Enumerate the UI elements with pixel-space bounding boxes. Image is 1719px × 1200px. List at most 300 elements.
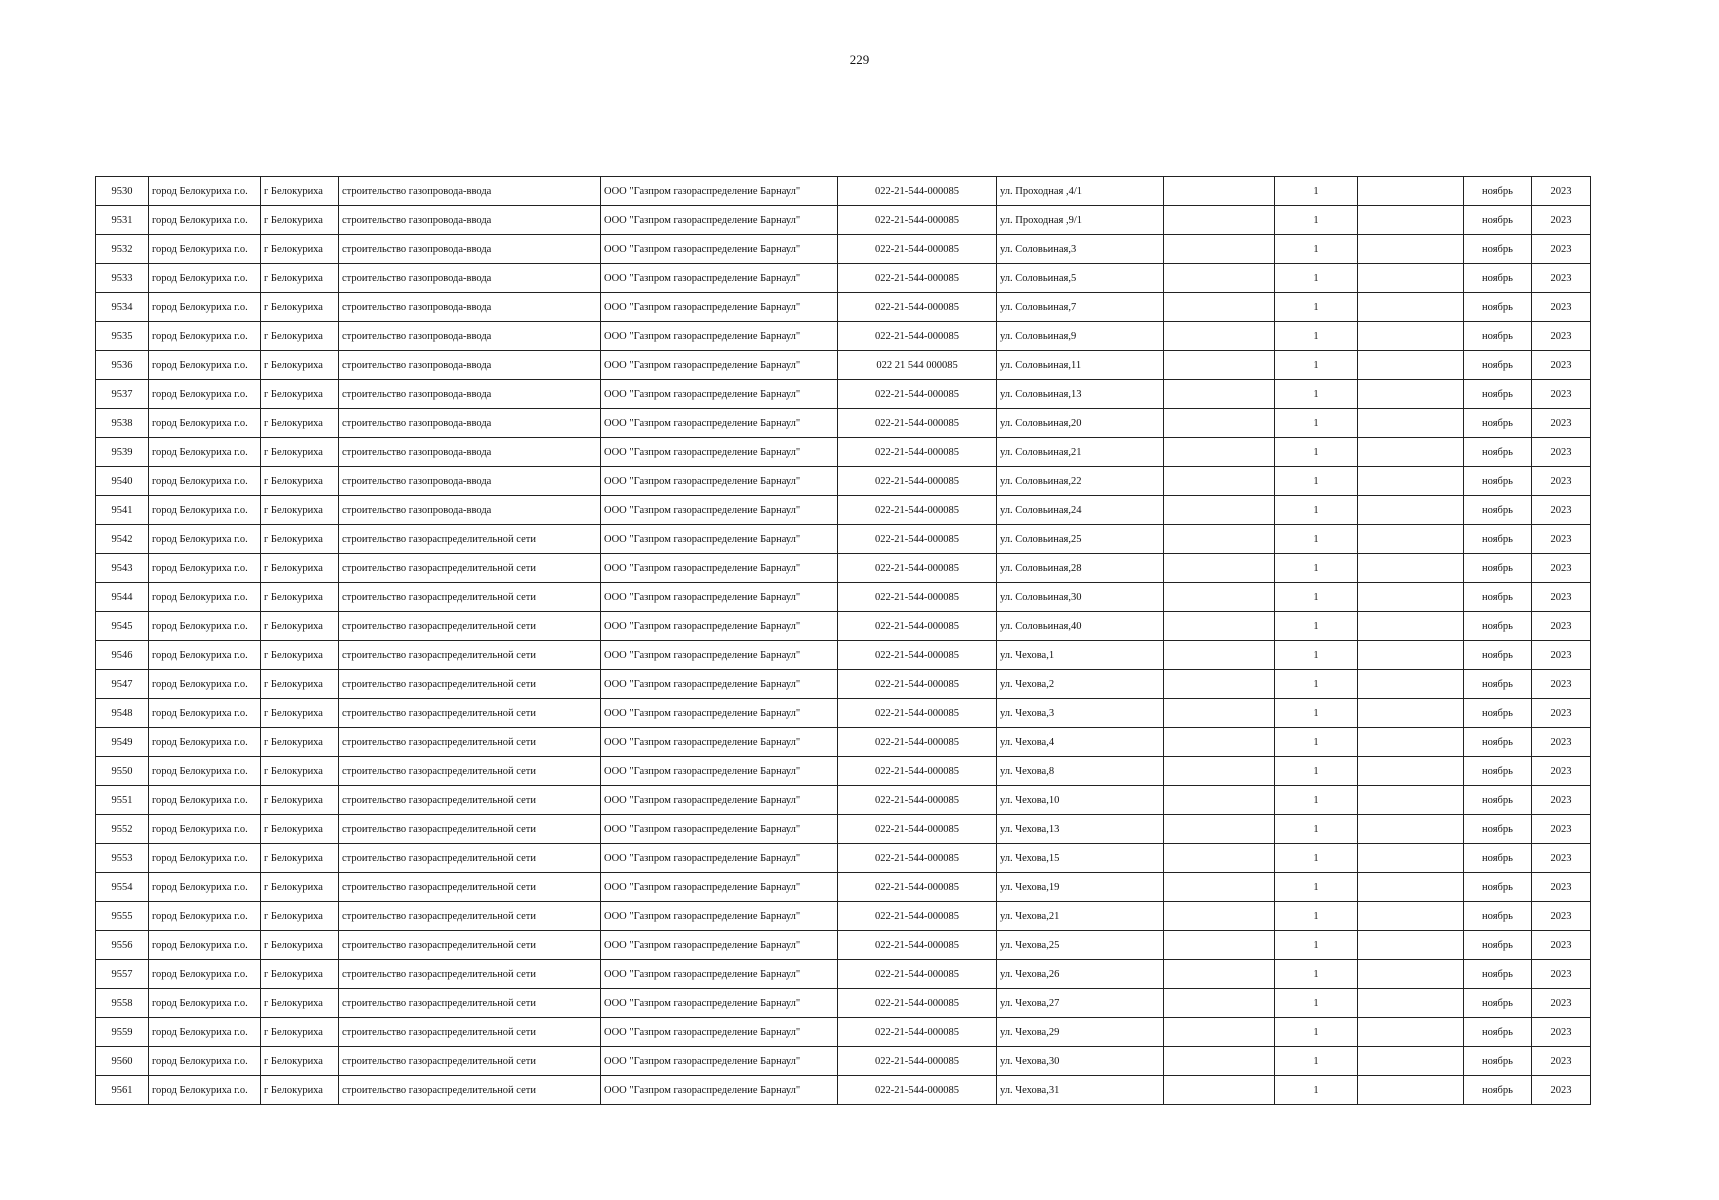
cell-registry-code: 022-21-544-000085 <box>838 235 997 264</box>
cell-year: 2023 <box>1532 612 1591 641</box>
table-row <box>96 1076 1591 1105</box>
cell-extra-column <box>1164 989 1275 1018</box>
cell-municipality: город Белокуриха г.о. <box>149 1076 261 1105</box>
table-row <box>96 554 1591 583</box>
cell-organization: ООО "Газпром газораспределение Барнаул" <box>601 931 838 960</box>
cell-quantity: 1 <box>1275 554 1358 583</box>
cell-quantity: 1 <box>1275 380 1358 409</box>
cell-blank-column <box>1358 728 1464 757</box>
cell-registry-code: 022-21-544-000085 <box>838 989 997 1018</box>
cell-blank-column <box>1358 235 1464 264</box>
cell-quantity: 1 <box>1275 960 1358 989</box>
cell-address: ул. Соловьиная,25 <box>997 525 1164 554</box>
cell-quantity: 1 <box>1275 293 1358 322</box>
cell-address: ул. Соловьиная,5 <box>997 264 1164 293</box>
cell-organization: ООО "Газпром газораспределение Барнаул" <box>601 525 838 554</box>
cell-row-number: 9556 <box>96 931 149 960</box>
cell-quantity: 1 <box>1275 931 1358 960</box>
cell-organization: ООО "Газпром газораспределение Барнаул" <box>601 293 838 322</box>
cell-work-type: строительство газораспределительной сети <box>339 902 601 931</box>
cell-registry-code: 022-21-544-000085 <box>838 496 997 525</box>
cell-quantity: 1 <box>1275 438 1358 467</box>
cell-organization: ООО "Газпром газораспределение Барнаул" <box>601 467 838 496</box>
cell-row-number: 9537 <box>96 380 149 409</box>
cell-registry-code: 022-21-544-000085 <box>838 699 997 728</box>
cell-month: ноябрь <box>1464 467 1532 496</box>
cell-settlement: г Белокуриха <box>261 960 339 989</box>
table-row <box>96 757 1591 786</box>
cell-work-type: строительство газопровода-ввода <box>339 467 601 496</box>
table-row <box>96 177 1591 206</box>
cell-settlement: г Белокуриха <box>261 293 339 322</box>
cell-settlement: г Белокуриха <box>261 264 339 293</box>
cell-month: ноябрь <box>1464 960 1532 989</box>
cell-work-type: строительство газопровода-ввода <box>339 351 601 380</box>
cell-extra-column <box>1164 467 1275 496</box>
cell-quantity: 1 <box>1275 264 1358 293</box>
cell-work-type: строительство газопровода-ввода <box>339 496 601 525</box>
table-row <box>96 1047 1591 1076</box>
cell-extra-column <box>1164 670 1275 699</box>
cell-work-type: строительство газораспределительной сети <box>339 525 601 554</box>
cell-registry-code: 022-21-544-000085 <box>838 1018 997 1047</box>
cell-quantity: 1 <box>1275 699 1358 728</box>
table-row <box>96 989 1591 1018</box>
cell-extra-column <box>1164 873 1275 902</box>
cell-address: ул. Соловьиная,3 <box>997 235 1164 264</box>
cell-quantity: 1 <box>1275 206 1358 235</box>
cell-quantity: 1 <box>1275 1018 1358 1047</box>
cell-settlement: г Белокуриха <box>261 583 339 612</box>
cell-work-type: строительство газораспределительной сети <box>339 612 601 641</box>
cell-year: 2023 <box>1532 728 1591 757</box>
cell-month: ноябрь <box>1464 206 1532 235</box>
cell-registry-code: 022-21-544-000085 <box>838 612 997 641</box>
cell-settlement: г Белокуриха <box>261 554 339 583</box>
cell-address: ул. Чехова,27 <box>997 989 1164 1018</box>
table-row <box>96 815 1591 844</box>
cell-blank-column <box>1358 902 1464 931</box>
cell-work-type: строительство газопровода-ввода <box>339 206 601 235</box>
cell-address: ул. Проходная ,9/1 <box>997 206 1164 235</box>
cell-settlement: г Белокуриха <box>261 235 339 264</box>
cell-row-number: 9550 <box>96 757 149 786</box>
cell-month: ноябрь <box>1464 1076 1532 1105</box>
cell-organization: ООО "Газпром газораспределение Барнаул" <box>601 989 838 1018</box>
cell-work-type: строительство газораспределительной сети <box>339 786 601 815</box>
cell-municipality: город Белокуриха г.о. <box>149 583 261 612</box>
cell-work-type: строительство газопровода-ввода <box>339 322 601 351</box>
cell-blank-column <box>1358 786 1464 815</box>
cell-month: ноябрь <box>1464 235 1532 264</box>
cell-extra-column <box>1164 699 1275 728</box>
cell-work-type: строительство газопровода-ввода <box>339 264 601 293</box>
cell-address: ул. Чехова,26 <box>997 960 1164 989</box>
cell-municipality: город Белокуриха г.о. <box>149 1018 261 1047</box>
cell-organization: ООО "Газпром газораспределение Барнаул" <box>601 699 838 728</box>
cell-settlement: г Белокуриха <box>261 1076 339 1105</box>
cell-work-type: строительство газораспределительной сети <box>339 989 601 1018</box>
cell-extra-column <box>1164 1076 1275 1105</box>
cell-quantity: 1 <box>1275 177 1358 206</box>
cell-address: ул. Соловьиная,24 <box>997 496 1164 525</box>
cell-extra-column <box>1164 293 1275 322</box>
cell-year: 2023 <box>1532 351 1591 380</box>
cell-work-type: строительство газораспределительной сети <box>339 583 601 612</box>
cell-municipality: город Белокуриха г.о. <box>149 206 261 235</box>
cell-address: ул. Соловьиная,11 <box>997 351 1164 380</box>
table-row <box>96 322 1591 351</box>
cell-extra-column <box>1164 583 1275 612</box>
cell-settlement: г Белокуриха <box>261 757 339 786</box>
cell-municipality: город Белокуриха г.о. <box>149 728 261 757</box>
cell-settlement: г Белокуриха <box>261 322 339 351</box>
cell-settlement: г Белокуриха <box>261 815 339 844</box>
cell-registry-code: 022-21-544-000085 <box>838 873 997 902</box>
cell-work-type: строительство газопровода-ввода <box>339 293 601 322</box>
cell-blank-column <box>1358 351 1464 380</box>
cell-settlement: г Белокуриха <box>261 206 339 235</box>
cell-municipality: город Белокуриха г.о. <box>149 844 261 873</box>
cell-year: 2023 <box>1532 1018 1591 1047</box>
cell-settlement: г Белокуриха <box>261 844 339 873</box>
cell-extra-column <box>1164 409 1275 438</box>
table-row <box>96 873 1591 902</box>
cell-organization: ООО "Газпром газораспределение Барнаул" <box>601 235 838 264</box>
cell-address: ул. Соловьиная,40 <box>997 612 1164 641</box>
cell-registry-code: 022-21-544-000085 <box>838 438 997 467</box>
table-row <box>96 496 1591 525</box>
cell-extra-column <box>1164 931 1275 960</box>
cell-year: 2023 <box>1532 467 1591 496</box>
cell-year: 2023 <box>1532 989 1591 1018</box>
cell-registry-code: 022-21-544-000085 <box>838 786 997 815</box>
cell-row-number: 9551 <box>96 786 149 815</box>
cell-row-number: 9541 <box>96 496 149 525</box>
cell-month: ноябрь <box>1464 322 1532 351</box>
cell-organization: ООО "Газпром газораспределение Барнаул" <box>601 322 838 351</box>
cell-organization: ООО "Газпром газораспределение Барнаул" <box>601 438 838 467</box>
cell-row-number: 9546 <box>96 641 149 670</box>
cell-year: 2023 <box>1532 293 1591 322</box>
table-row <box>96 1018 1591 1047</box>
cell-month: ноябрь <box>1464 989 1532 1018</box>
cell-extra-column <box>1164 902 1275 931</box>
cell-blank-column <box>1358 583 1464 612</box>
cell-row-number: 9560 <box>96 1047 149 1076</box>
cell-address: ул. Чехова,3 <box>997 699 1164 728</box>
cell-work-type: строительство газопровода-ввода <box>339 235 601 264</box>
cell-municipality: город Белокуриха г.о. <box>149 1047 261 1076</box>
registry-table <box>95 176 1591 1105</box>
cell-year: 2023 <box>1532 931 1591 960</box>
cell-extra-column <box>1164 264 1275 293</box>
cell-quantity: 1 <box>1275 612 1358 641</box>
table-row <box>96 699 1591 728</box>
cell-row-number: 9542 <box>96 525 149 554</box>
cell-registry-code: 022-21-544-000085 <box>838 844 997 873</box>
cell-work-type: строительство газораспределительной сети <box>339 844 601 873</box>
cell-quantity: 1 <box>1275 873 1358 902</box>
cell-month: ноябрь <box>1464 1047 1532 1076</box>
cell-quantity: 1 <box>1275 670 1358 699</box>
cell-quantity: 1 <box>1275 1047 1358 1076</box>
cell-address: ул. Чехова,30 <box>997 1047 1164 1076</box>
cell-row-number: 9548 <box>96 699 149 728</box>
cell-blank-column <box>1358 293 1464 322</box>
cell-municipality: город Белокуриха г.о. <box>149 351 261 380</box>
cell-municipality: город Белокуриха г.о. <box>149 177 261 206</box>
cell-address: ул. Соловьиная,22 <box>997 467 1164 496</box>
cell-month: ноябрь <box>1464 264 1532 293</box>
cell-registry-code: 022-21-544-000085 <box>838 728 997 757</box>
cell-year: 2023 <box>1532 206 1591 235</box>
cell-extra-column <box>1164 960 1275 989</box>
cell-municipality: город Белокуриха г.о. <box>149 264 261 293</box>
cell-municipality: город Белокуриха г.о. <box>149 409 261 438</box>
cell-registry-code: 022-21-544-000085 <box>838 1047 997 1076</box>
cell-blank-column <box>1358 467 1464 496</box>
cell-quantity: 1 <box>1275 525 1358 554</box>
cell-year: 2023 <box>1532 264 1591 293</box>
cell-registry-code: 022-21-544-000085 <box>838 177 997 206</box>
cell-extra-column <box>1164 612 1275 641</box>
cell-organization: ООО "Газпром газораспределение Барнаул" <box>601 177 838 206</box>
cell-quantity: 1 <box>1275 496 1358 525</box>
cell-blank-column <box>1358 1047 1464 1076</box>
cell-year: 2023 <box>1532 757 1591 786</box>
cell-settlement: г Белокуриха <box>261 496 339 525</box>
cell-address: ул. Чехова,19 <box>997 873 1164 902</box>
cell-registry-code: 022-21-544-000085 <box>838 264 997 293</box>
cell-month: ноябрь <box>1464 728 1532 757</box>
cell-organization: ООО "Газпром газораспределение Барнаул" <box>601 206 838 235</box>
cell-organization: ООО "Газпром газораспределение Барнаул" <box>601 844 838 873</box>
cell-month: ноябрь <box>1464 902 1532 931</box>
cell-row-number: 9547 <box>96 670 149 699</box>
cell-row-number: 9561 <box>96 1076 149 1105</box>
cell-work-type: строительство газораспределительной сети <box>339 931 601 960</box>
cell-row-number: 9533 <box>96 264 149 293</box>
cell-organization: ООО "Газпром газораспределение Барнаул" <box>601 786 838 815</box>
cell-work-type: строительство газораспределительной сети <box>339 554 601 583</box>
cell-year: 2023 <box>1532 380 1591 409</box>
cell-address: ул. Чехова,29 <box>997 1018 1164 1047</box>
cell-blank-column <box>1358 264 1464 293</box>
cell-municipality: город Белокуриха г.о. <box>149 670 261 699</box>
cell-quantity: 1 <box>1275 815 1358 844</box>
cell-settlement: г Белокуриха <box>261 525 339 554</box>
cell-registry-code: 022-21-544-000085 <box>838 902 997 931</box>
cell-year: 2023 <box>1532 786 1591 815</box>
table-row <box>96 380 1591 409</box>
table-row <box>96 612 1591 641</box>
cell-extra-column <box>1164 177 1275 206</box>
cell-municipality: город Белокуриха г.о. <box>149 641 261 670</box>
cell-month: ноябрь <box>1464 670 1532 699</box>
cell-extra-column <box>1164 844 1275 873</box>
page-number: 229 <box>849 52 870 67</box>
cell-row-number: 9553 <box>96 844 149 873</box>
cell-address: ул. Соловьиная,28 <box>997 554 1164 583</box>
cell-settlement: г Белокуриха <box>261 177 339 206</box>
cell-year: 2023 <box>1532 496 1591 525</box>
cell-extra-column <box>1164 554 1275 583</box>
cell-municipality: город Белокуриха г.о. <box>149 235 261 264</box>
cell-address: ул. Чехова,2 <box>997 670 1164 699</box>
cell-settlement: г Белокуриха <box>261 902 339 931</box>
cell-work-type: строительство газораспределительной сети <box>339 815 601 844</box>
cell-row-number: 9557 <box>96 960 149 989</box>
cell-registry-code: 022 21 544 000085 <box>838 351 997 380</box>
cell-address: ул. Чехова,25 <box>997 931 1164 960</box>
table-row <box>96 293 1591 322</box>
cell-settlement: г Белокуриха <box>261 873 339 902</box>
cell-extra-column <box>1164 496 1275 525</box>
cell-address: ул. Соловьиная,20 <box>997 409 1164 438</box>
cell-settlement: г Белокуриха <box>261 989 339 1018</box>
cell-municipality: город Белокуриха г.о. <box>149 815 261 844</box>
cell-blank-column <box>1358 931 1464 960</box>
table-row <box>96 438 1591 467</box>
table-row <box>96 525 1591 554</box>
cell-municipality: город Белокуриха г.о. <box>149 786 261 815</box>
cell-municipality: город Белокуриха г.о. <box>149 873 261 902</box>
cell-blank-column <box>1358 438 1464 467</box>
cell-row-number: 9538 <box>96 409 149 438</box>
cell-quantity: 1 <box>1275 409 1358 438</box>
cell-extra-column <box>1164 728 1275 757</box>
cell-address: ул. Соловьиная,9 <box>997 322 1164 351</box>
cell-address: ул. Проходная ,4/1 <box>997 177 1164 206</box>
cell-registry-code: 022-21-544-000085 <box>838 757 997 786</box>
cell-organization: ООО "Газпром газораспределение Барнаул" <box>601 960 838 989</box>
cell-quantity: 1 <box>1275 351 1358 380</box>
cell-municipality: город Белокуриха г.о. <box>149 380 261 409</box>
cell-quantity: 1 <box>1275 786 1358 815</box>
cell-registry-code: 022-21-544-000085 <box>838 670 997 699</box>
cell-registry-code: 022-21-544-000085 <box>838 467 997 496</box>
cell-year: 2023 <box>1532 409 1591 438</box>
cell-row-number: 9552 <box>96 815 149 844</box>
cell-month: ноябрь <box>1464 177 1532 206</box>
cell-municipality: город Белокуриха г.о. <box>149 989 261 1018</box>
cell-row-number: 9536 <box>96 351 149 380</box>
cell-address: ул. Чехова,15 <box>997 844 1164 873</box>
cell-month: ноябрь <box>1464 815 1532 844</box>
cell-year: 2023 <box>1532 322 1591 351</box>
cell-year: 2023 <box>1532 1047 1591 1076</box>
cell-blank-column <box>1358 612 1464 641</box>
cell-blank-column <box>1358 960 1464 989</box>
cell-municipality: город Белокуриха г.о. <box>149 554 261 583</box>
cell-organization: ООО "Газпром газораспределение Барнаул" <box>601 1018 838 1047</box>
cell-extra-column <box>1164 235 1275 264</box>
cell-settlement: г Белокуриха <box>261 351 339 380</box>
cell-registry-code: 022-21-544-000085 <box>838 293 997 322</box>
cell-municipality: город Белокуриха г.о. <box>149 293 261 322</box>
cell-year: 2023 <box>1532 438 1591 467</box>
cell-row-number: 9544 <box>96 583 149 612</box>
cell-address: ул. Чехова,4 <box>997 728 1164 757</box>
cell-work-type: строительство газораспределительной сети <box>339 699 601 728</box>
cell-quantity: 1 <box>1275 844 1358 873</box>
cell-registry-code: 022-21-544-000085 <box>838 1076 997 1105</box>
cell-year: 2023 <box>1532 177 1591 206</box>
cell-month: ноябрь <box>1464 1018 1532 1047</box>
cell-address: ул. Чехова,10 <box>997 786 1164 815</box>
cell-organization: ООО "Газпром газораспределение Барнаул" <box>601 670 838 699</box>
cell-extra-column <box>1164 641 1275 670</box>
cell-address: ул. Соловьиная,13 <box>997 380 1164 409</box>
cell-organization: ООО "Газпром газораспределение Барнаул" <box>601 902 838 931</box>
cell-work-type: строительство газораспределительной сети <box>339 873 601 902</box>
cell-extra-column <box>1164 786 1275 815</box>
cell-month: ноябрь <box>1464 641 1532 670</box>
cell-settlement: г Белокуриха <box>261 380 339 409</box>
cell-work-type: строительство газораспределительной сети <box>339 1076 601 1105</box>
cell-row-number: 9534 <box>96 293 149 322</box>
cell-registry-code: 022-21-544-000085 <box>838 554 997 583</box>
cell-work-type: строительство газораспределительной сети <box>339 960 601 989</box>
cell-municipality: город Белокуриха г.о. <box>149 931 261 960</box>
cell-settlement: г Белокуриха <box>261 438 339 467</box>
cell-month: ноябрь <box>1464 409 1532 438</box>
registry-body <box>96 177 1591 1105</box>
cell-year: 2023 <box>1532 235 1591 264</box>
cell-month: ноябрь <box>1464 554 1532 583</box>
cell-month: ноябрь <box>1464 525 1532 554</box>
table-row <box>96 409 1591 438</box>
cell-blank-column <box>1358 815 1464 844</box>
cell-quantity: 1 <box>1275 757 1358 786</box>
cell-extra-column <box>1164 380 1275 409</box>
cell-municipality: город Белокуриха г.о. <box>149 902 261 931</box>
cell-blank-column <box>1358 177 1464 206</box>
cell-quantity: 1 <box>1275 641 1358 670</box>
cell-settlement: г Белокуриха <box>261 612 339 641</box>
cell-organization: ООО "Газпром газораспределение Барнаул" <box>601 1076 838 1105</box>
cell-work-type: строительство газораспределительной сети <box>339 670 601 699</box>
cell-year: 2023 <box>1532 1076 1591 1105</box>
cell-registry-code: 022-21-544-000085 <box>838 583 997 612</box>
cell-blank-column <box>1358 1076 1464 1105</box>
cell-blank-column <box>1358 757 1464 786</box>
cell-year: 2023 <box>1532 815 1591 844</box>
cell-address: ул. Чехова,1 <box>997 641 1164 670</box>
cell-address: ул. Чехова,8 <box>997 757 1164 786</box>
cell-row-number: 9545 <box>96 612 149 641</box>
cell-blank-column <box>1358 554 1464 583</box>
cell-quantity: 1 <box>1275 902 1358 931</box>
cell-municipality: город Белокуриха г.о. <box>149 960 261 989</box>
cell-row-number: 9559 <box>96 1018 149 1047</box>
cell-organization: ООО "Газпром газораспределение Барнаул" <box>601 1047 838 1076</box>
cell-extra-column <box>1164 1018 1275 1047</box>
cell-year: 2023 <box>1532 641 1591 670</box>
cell-settlement: г Белокуриха <box>261 409 339 438</box>
cell-row-number: 9555 <box>96 902 149 931</box>
cell-organization: ООО "Газпром газораспределение Барнаул" <box>601 815 838 844</box>
cell-extra-column <box>1164 757 1275 786</box>
cell-address: ул. Чехова,31 <box>997 1076 1164 1105</box>
cell-month: ноябрь <box>1464 873 1532 902</box>
cell-organization: ООО "Газпром газораспределение Барнаул" <box>601 612 838 641</box>
cell-settlement: г Белокуриха <box>261 728 339 757</box>
cell-work-type: строительство газопровода-ввода <box>339 380 601 409</box>
cell-year: 2023 <box>1532 902 1591 931</box>
table-row <box>96 583 1591 612</box>
